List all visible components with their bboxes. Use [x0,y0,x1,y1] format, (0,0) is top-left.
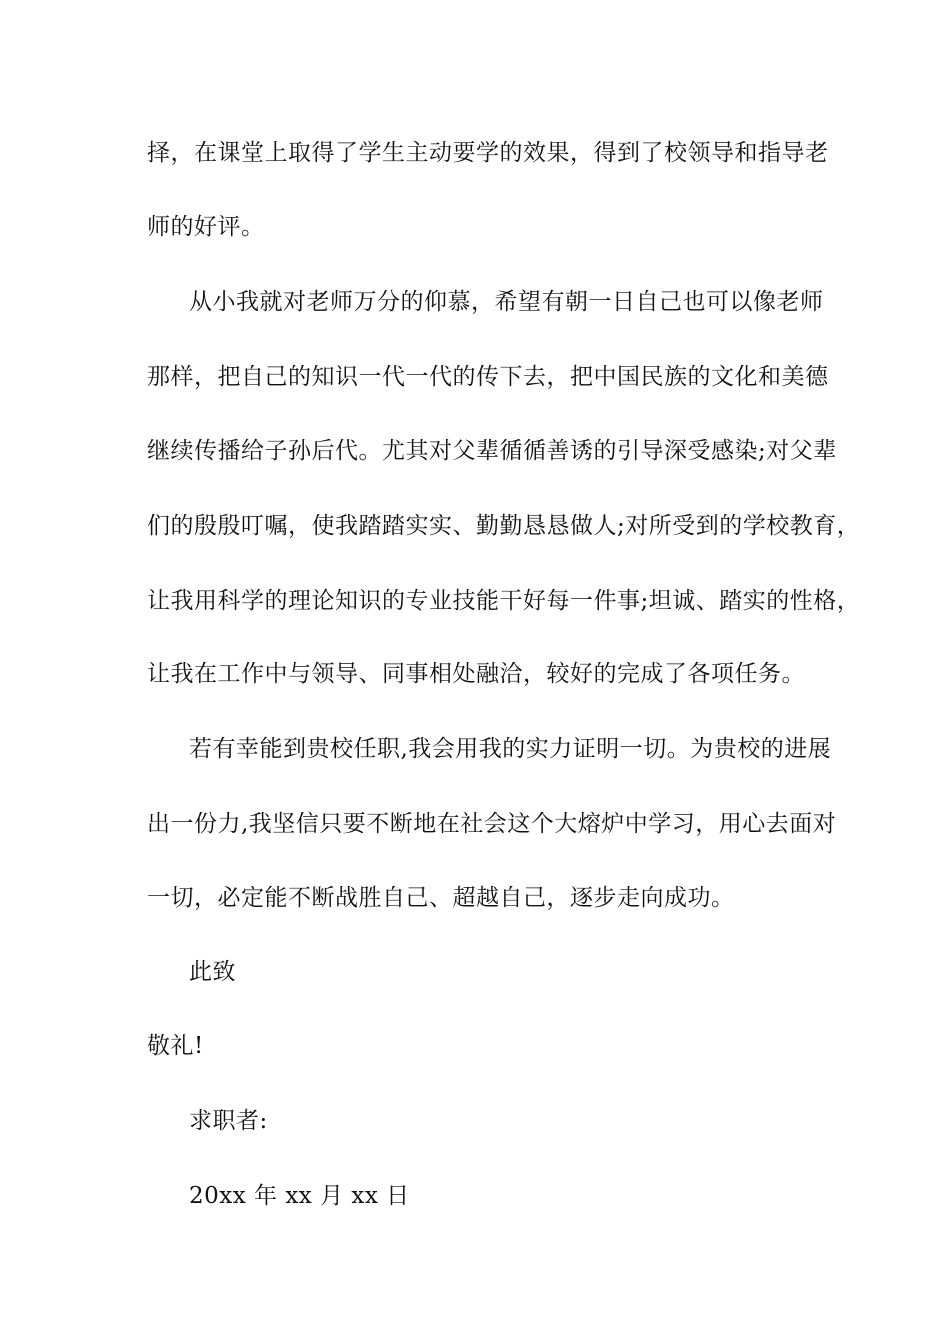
date-line: 20xx 年 xx 月 xx 日 [189,1183,410,1209]
body-text-line: 们的殷殷叮嘱，使我踏踏实实、勤勤恳恳做人;对所受到的学校教育， [147,513,861,539]
paragraph-start-line: 若有幸能到贵校任职,我会用我的实力证明一切。为贵校的进展 [189,736,832,762]
body-text-line: 继续传播给子孙后代。尤其对父辈循循善诱的引导深受感染;对父辈 [147,438,837,464]
body-text-line: 一切，必定能不断战胜自己、超越自己，逐步走向成功。 [147,885,735,911]
body-text-line: 师的好评。 [147,214,265,240]
paragraph-start-line: 从小我就对老师万分的仰慕，希望有朝一日自己也可以像老师 [189,289,824,315]
body-text-line: 让我在工作中与领导、同事相处融洽，较好的完成了各项任务。 [147,661,805,687]
body-text-line: 让我用科学的理论知识的专业技能干好每一件事;坦诚、踏实的性格， [147,588,861,614]
body-text-line: 出一份力,我坚信只要不断地在社会这个大熔炉中学习，用心去面对 [147,811,837,837]
body-text-line: 择，在课堂上取得了学生主动要学的效果，得到了校领导和指导老 [147,140,829,166]
signature-label: 求职者: [189,1108,268,1134]
salutation: 敬礼! [147,1033,204,1059]
closing-phrase: 此致 [189,959,236,985]
body-text-line: 那样，把自己的知识一代一代的传下去，把中国民族的文化和美德 [147,364,829,390]
